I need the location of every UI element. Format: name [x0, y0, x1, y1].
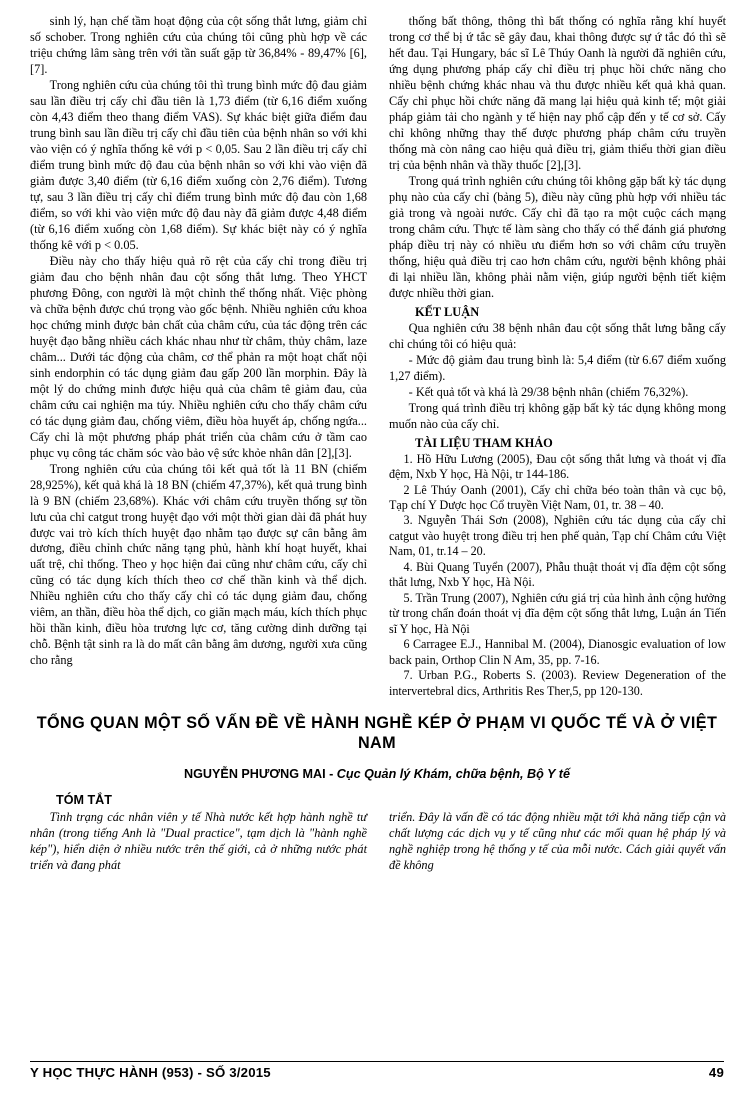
paragraph: Tình trạng các nhân viên y tế Nhà nước kết hợp hành nghề tư nhân (trong tiếng Anh là "Dual practice", tạm dịch là "hành nghề kép"), hiển diện ở nhiều nước trên thế giới, cả ở những nước phát triển và đang phát: [30, 809, 367, 873]
paragraph: sinh lý, hạn chế tầm hoạt động của cột sống thắt lưng, giảm chỉ số schober. Trong nghiên cứu của chúng tôi cũng phù hợp về các triệu chứng lâm sàng trên với tần suất gặp từ 36,84% - 89,47% [6],[7].: [30, 14, 367, 76]
reference-item: 1. Hồ Hữu Lương (2005), Đau cột sống thắt lưng và thoát vị đĩa đệm, Nxb Y học, Hà Nội, tr 144-186.: [389, 451, 726, 482]
reference-list: [389, 452, 726, 700]
footer-journal-title: Y HỌC THỰC HÀNH (953) - SỐ 3/2015: [30, 1065, 271, 1080]
abstract-right-column: [389, 809, 726, 874]
paragraph: Qua nghiên cứu 38 bệnh nhân đau cột sống thắt lưng bằng cấy chỉ chúng tôi có hiệu quả:: [389, 320, 726, 351]
paragraph: Trong quá trình điều trị không gặp bất kỳ tác dụng không mong muốn nào của cấy chỉ.: [389, 400, 726, 431]
abstract-two-column-body: [30, 809, 724, 874]
footer-divider: [30, 1061, 724, 1062]
reference-item: 7. Urban P.G., Roberts S. (2003). Review Degeneration of the intervertebral dics, Arthritis Res Ther,5, pp 120-130.: [389, 668, 726, 698]
reference-item: 5. Trần Trung (2007), Nghiên cứu giá trị của hình ảnh cộng hưởng từ trong chẩn đoán thoát vị đĩa đệm cột sống thắt lưng, Luận án Tiến sĩ Y học, Hà Nội: [389, 590, 726, 636]
byline-separator: -: [325, 766, 337, 781]
right-column: [389, 14, 726, 699]
paragraph: - Kết quả tốt và khá là 29/38 bệnh nhân (chiếm 76,32%).: [408, 384, 689, 399]
page-number: 49: [708, 1065, 724, 1080]
abstract-left-column: [30, 809, 367, 874]
author-name: NGUYỄN PHƯƠNG MAI: [184, 766, 326, 781]
paragraph: thống bất thông, thông thì bất thống có nghĩa rằng khí huyết trong cơ thể bị ứ tắc sẽ gây đau, khai thông được sự ứ tắc đó thì sẽ hết đau. Tại Hungary, bác sĩ Lê Thúy Oanh là người đã nghiên cứu, ứng dụng phương pháp cấy chỉ điều trị phục hồi chức năng cho nhiều bệnh chứng khác nhau và thu được nhiều kết quả khả quan. Cấy chỉ phục hồi chức năng đã mang lại hiệu quả kinh tế; một giải pháp giảm tải cho ngành y tế hiện nay phổ cập đến y tế cơ sở. Cấy chỉ không những thay thế được phương pháp châm cứu truyền thống mà còn nâng cao hiệu quả điều trị, giảm thiểu thời gian điều trị của bệnh nhân và thầy thuốc [2],[3].: [389, 14, 726, 172]
article-byline: [30, 767, 724, 781]
top-two-column-body: [30, 14, 724, 699]
paragraph: - Mức độ giảm đau trung bình là: 5,4 điểm (từ 6.67 điểm xuống 1,27 điểm).: [389, 352, 726, 383]
reference-item: 2 Lê Thúy Oanh (2001), Cấy chỉ chữa béo toàn thân và cục bộ, Tạp chí Y Dược học Cổ truyền Việt Nam, 01, tr. 38 – 40.: [389, 482, 726, 513]
reference-item: 6 Carragee E.J., Hannibal M. (2004), Dianosgic evaluation of low back pain, Orthop Clin N Am, 35, pp. 7-16.: [389, 637, 726, 667]
author-affiliation: Cục Quản lý Khám, chữa bệnh, Bộ Y tế: [336, 766, 570, 781]
section-heading-conclusion: KẾT LUẬN: [415, 304, 480, 319]
page-footer: [30, 1061, 724, 1080]
article-title: TỔNG QUAN MỘT SỐ VẤN ĐỀ VỀ HÀNH NGHỀ KÉP Ở PHẠM VI QUỐC TẾ VÀ Ở VIỆT NAM: [36, 714, 718, 753]
left-column: [30, 14, 367, 669]
paragraph: triển. Đây là vấn đề có tác động nhiều mặt tới khả năng tiếp cận và chất lượng các dịch vụ y tế cũng như các mối quan hệ pháp lý và nghề nghiệp trong hệ thống y tế của mỗi nước. Cách giải quyết vấn đề không: [389, 809, 726, 873]
reference-item: 3. Nguyễn Thái Sơn (2008), Nghiên cứu tác dụng của cấy chỉ catgut vào huyệt trong điều trị hen phế quản, Tạp chí Châm cứu Việt Nam, 01, tr.14 – 20.: [389, 513, 726, 559]
paragraph: Trong nghiên cứu của chúng tôi kết quả tốt là 11 BN (chiếm 28,925%), kết quả khá là 18 BN (chiếm 47,37%), kết quả trung bình là 9 BN (chiếm 23,68%). Khác với châm cứu truyền thống sự tồn lưu của chỉ catgut trong huyệt đạo với một thời gian dài đã phát huy được vai trò kích thích huyệt đạo nhằm tạo được sự cân bằng âm dương, điều chỉnh chức năng tạng phủ, hành khí hoạt huyết, khai uất trệ, chỉ thống. Theo y học hiện đai cũng như châm cứu, cấy chỉ cũng có tác dụng kích thích theo cơ chế thần kinh và thể dịch. Nhiều nghiên cứu cho thấy cấy chỉ có tác dụng giảm đau, chống viêm, an thần, điều hòa thể dịch, co giãn mạch máu, kích thích phục hồi thần kinh, điều hòa trương lực cơ, tăng cường dinh dưỡng tại chỗ. Bệnh tật sinh ra là do mất cân bằng âm dương, người xưa cũng cho rằng: [30, 461, 367, 668]
paragraph: Trong quá trình nghiên cứu chúng tôi không gặp bất kỳ tác dụng phụ nào của cấy chỉ (bảng 5), điều này cũng phù hợp với nhiều tác giả trong và ngoài nước. Cấy chỉ đã tạo ra một cuộc cách mạng trong châm cứu. Thực tế làm sàng cho thấy có thể đánh giá phương pháp điều trị này có nhiều ưu điểm hơn so với châm cứu truyền thống, hiệu quả điều trị cao hơn châm cứu, người bệnh không phải đi lại nhiều lần, không phải nằm viện, giúp người bệnh tiết kiệm được nhiều thời gian.: [389, 173, 726, 300]
abstract-heading: TÓM TẮT: [56, 792, 112, 807]
paragraph: Điều này cho thấy hiệu quả rõ rệt của cấy chỉ trong điều trị giảm đau cho bệnh nhân đau cột sống thắt lưng. Theo YHCT phương Đông, con người là một chỉnh thể thống nhất. Việc phòng và chữa bệnh được chú trọng vào gốc bệnh. Nhiều nghiên cứu khoa học chứng minh được bản chất của châm cứu, của tác động trên các huyệt đạo bằng nhiều cách khác nhau như từ châm, thủy châm, laze châm... Dưới tác động của châm, cơ thể phản ra một hoạt chất nội sinh endorphin có tác dụng giảm đau gấp 200 lần morphin. Đây là một lý do chứng minh được hiệu quả của châm tê giảm đau, của châm cứu cai nghiện ma túy. Nhiều nghiên cứu cho thấy châm cứu có tác dụng giảm đau, chống viêm, điều hòa huyết áp, chống ngứa... Cấy chỉ là một phương pháp phát triển của châm cứu ở tầm cao phục vụ công tác chăm sóc vào bảo vệ sức khỏe nhân dân [2],[3].: [30, 253, 367, 460]
footer-row: [30, 1065, 724, 1080]
section-heading-references: TÀI LIỆU THAM KHẢO: [415, 435, 553, 450]
paragraph: Trong nghiên cứu của chúng tôi thì trung bình mức độ đau giảm sau lần điều trị cấy chỉ đầu tiên là 1,73 điểm (từ 6,16 điểm xuống còn 4,43 điểm theo thang điểm VAS). Sự khác biệt giữa điểm đau trung bình sau lần điều trị cấy chỉ đầu tiên của bệnh nhân so với khi vào viện có ý nghĩa thống kê với p < 0,05. Sau 2 lần điều trị cấy chỉ điểm trung bình mức độ đau của bệnh nhân so với khi vào viện đã giảm được 3,40 điểm (từ 6,16 điểm xuống còn 2,76 điểm). Tương tự, sau 3 lần điều trị cấy chỉ điểm trung bình mức độ đau còn 1,68 điểm, so với khi vào viện mức độ đau này đã giảm được 4,48 điểm (từ 6,16 điểm xuống còn 1,68 điểm). Sự khác biệt này có ý nghĩa thống kê với p < 0.05.: [30, 77, 367, 252]
reference-item: 4. Bùi Quang Tuyển (2007), Phẫu thuật thoát vị đĩa đệm cột sống thắt lưng, Nxb Y học, Hà Nội.: [389, 559, 726, 590]
